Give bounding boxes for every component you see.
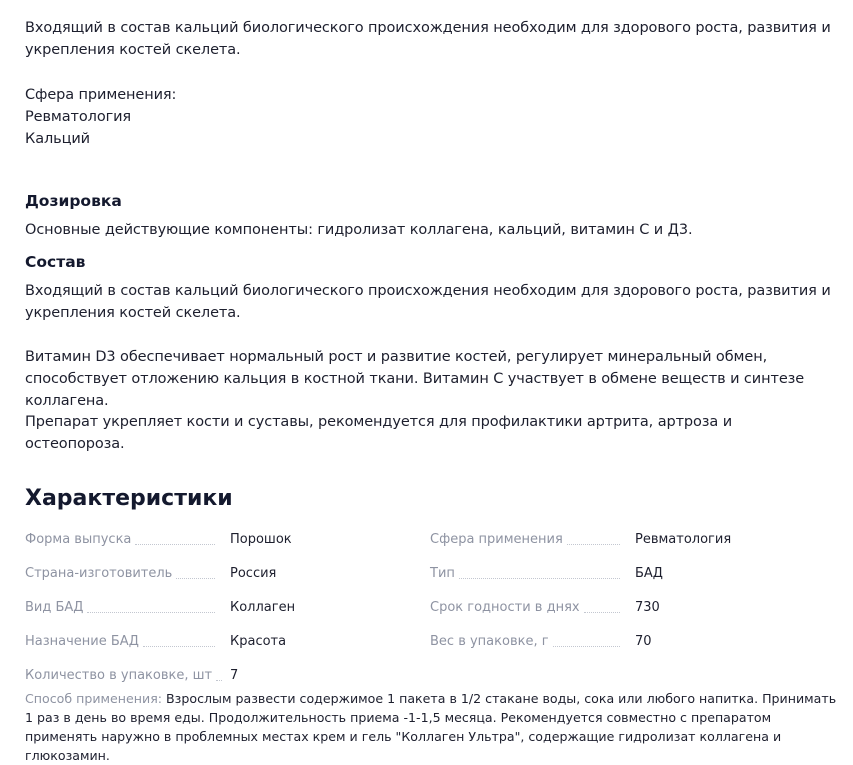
spec-label: Срок годности в днях xyxy=(430,600,580,615)
composition-heading: Состав xyxy=(25,253,86,271)
spec-value-supplement-kind xyxy=(230,596,295,616)
spec-label: Форма выпуска xyxy=(25,532,132,547)
spec-value-release-form xyxy=(230,528,292,548)
spec-value-type xyxy=(635,562,663,582)
spec-value: 70 xyxy=(635,634,652,649)
composition-paragraph-2: Витамин D3 обеспечивает нормальный рост и развитие костей, регулирует минеральный обмен, способствует отложению кальция в костной ткани. Витамин С участвует в обмене веществ и синтезе коллагена. xyxy=(25,349,805,409)
dotted-leader xyxy=(567,544,620,545)
spec-value-country xyxy=(230,562,276,582)
spec-row-purpose xyxy=(25,630,220,650)
spec-value-shelf-life xyxy=(635,596,660,616)
spec-row-scope xyxy=(430,528,625,548)
spec-row-weight xyxy=(430,630,625,650)
spec-value: БАД xyxy=(635,566,663,581)
spec-row-release-form xyxy=(25,528,220,548)
spec-row-quantity xyxy=(25,664,220,684)
dotted-leader xyxy=(216,680,222,681)
composition-paragraph-3: Препарат укрепляет кости и суставы, рекомендуется для профилактики артрита, артроза и остеопороза. xyxy=(25,414,733,452)
spec-label: Тип xyxy=(430,566,455,581)
scope-item-rheumatology: Ревматология xyxy=(25,109,132,125)
spec-label: Назначение БАД xyxy=(25,634,139,649)
spec-label: Вес в упаковке, г xyxy=(430,634,549,649)
dotted-leader xyxy=(553,646,620,647)
composition-paragraph-1: Входящий в состав кальций биологического происхождения необходим для здорового роста, развития и укрепления костей скелета. xyxy=(25,283,831,321)
spec-row-supplement-kind xyxy=(25,596,220,616)
intro-paragraph: Входящий в состав кальций биологического происхождения необходим для здорового роста, развития и укрепления костей скелета. xyxy=(25,20,831,58)
dotted-leader xyxy=(459,578,620,579)
spec-label: Вид БАД xyxy=(25,600,84,615)
dotted-leader xyxy=(584,612,620,613)
spec-label: Количество в упаковке, шт xyxy=(25,668,213,683)
spec-value-purpose xyxy=(230,630,286,650)
spec-value-quantity xyxy=(230,664,238,684)
dotted-leader xyxy=(176,578,215,579)
spec-row-shelf-life xyxy=(430,596,625,616)
spec-value: 730 xyxy=(635,600,660,615)
scope-item-calcium: Кальций xyxy=(25,131,91,147)
dosage-heading: Дозировка xyxy=(25,192,122,210)
usage-instructions xyxy=(25,689,837,765)
characteristics-heading: Характеристики xyxy=(25,486,233,511)
dotted-leader xyxy=(135,544,215,545)
spec-row-type xyxy=(430,562,625,582)
scope-label: Сфера применения: xyxy=(25,87,177,103)
spec-label: Сфера применения xyxy=(430,532,563,547)
spec-value: Россия xyxy=(230,566,277,581)
spec-value: 7 xyxy=(230,668,239,683)
usage-text: Взрослым развести содержимое 1 пакета в 1/2 стакане воды, сока или любого напитка. Принимать 1 раз в день во время еды. Продолжительность приема -1-1,5 месяца. Рекомендуется совместно с препаратом применять наружно в проблемных местах крем и гель "Коллаген Ультра", содержащие гидролизат коллагена и глюкозамин. xyxy=(25,691,837,763)
spec-value: Ревматология xyxy=(635,532,732,547)
spec-value-weight xyxy=(635,630,652,650)
spec-label: Страна-изготовитель xyxy=(25,566,173,581)
spec-value: Красота xyxy=(230,634,287,649)
usage-label: Способ применения: xyxy=(25,691,163,706)
dotted-leader xyxy=(87,612,215,613)
spec-value: Порошок xyxy=(230,532,292,547)
spec-value: Коллаген xyxy=(230,600,296,615)
spec-value-scope xyxy=(635,528,731,548)
dotted-leader xyxy=(143,646,215,647)
dosage-text: Основные действующие компоненты: гидролизат коллагена, кальций, витамин С и Д3. xyxy=(25,222,693,238)
spec-row-country xyxy=(25,562,220,582)
